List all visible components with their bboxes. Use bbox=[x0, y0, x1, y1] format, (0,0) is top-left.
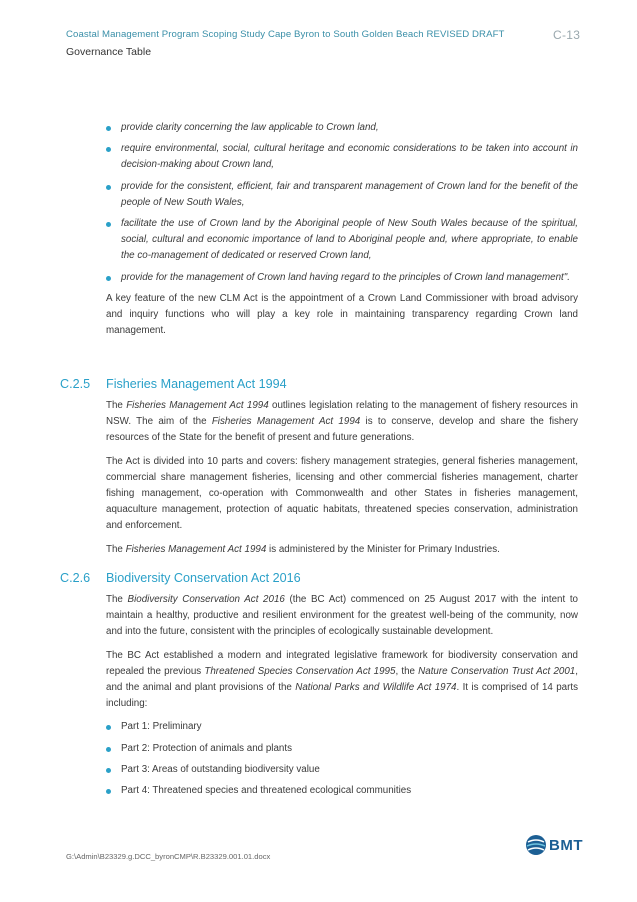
bullet-item: require environmental, social, cultural heritage and economic considerations to be taken into account in decision-making about Crown land, bbox=[106, 141, 578, 173]
section-subtitle: Governance Table bbox=[66, 46, 152, 58]
page-number: C-13 bbox=[553, 28, 581, 42]
paragraph: The Act is divided into 10 parts and covers: fishery management strategies, general fisheries management, commercial share management fisheries, licensing and other commercial fisheries management, charter fishing management, co-operation with Commonwealth and other States in fisheries management, aquaculture management, protection of aquatic habitats, threatened species conservation, administration and enforcement. bbox=[106, 455, 578, 532]
paragraph: The BC Act established a modern and integrated legislative framework for biodiversity conservation and repealed the previous Threatened Species Conservation Act 1995, the Nature Conservation Trust Act 2001, and the animal and plant provisions of the National Parks and Wildlife Act 1974. It is comprised of 14 parts including: bbox=[106, 649, 578, 710]
bullet-icon bbox=[106, 222, 111, 227]
bullet-icon bbox=[106, 126, 111, 131]
fisheries-section-body bbox=[106, 398, 578, 565]
bullet-icon bbox=[106, 147, 111, 152]
file-path: G:\Admin\B23329.g.DCC_byronCMP\R.B23329.001.01.docx bbox=[66, 852, 271, 861]
bullet-icon bbox=[106, 276, 111, 281]
bullet-item: Part 1: Preliminary bbox=[106, 719, 578, 735]
section-number: C.2.6 bbox=[60, 571, 91, 585]
section-number: C.2.5 bbox=[60, 377, 91, 391]
paragraph: The Biodiversity Conservation Act 2016 (the BC Act) commenced on 25 August 2017 with the intent to maintain a healthy, productive and resilient environment for the greatest well-being of the community, now and into the future, consistent with the principles of ecologically sustainable development. bbox=[106, 594, 578, 638]
biodiversity-section-body bbox=[106, 592, 578, 804]
paragraph: The Fisheries Management Act 1994 outlines legislation relating to the management of fishery resources in NSW. The aim of the Fisheries Management Act 1994 is to conserve, develop and share the fishery resources of the State for the benefit of present and future generations. bbox=[106, 400, 578, 444]
bullet-icon bbox=[106, 185, 111, 190]
section-heading-biodiversity bbox=[60, 571, 301, 585]
section-title: Biodiversity Conservation Act 2016 bbox=[106, 571, 301, 585]
bmt-logo bbox=[525, 834, 583, 856]
bullet-item: facilitate the use of Crown land by the Aboriginal people of New South Wales because of the spiritual, social, cultural and economic importance of land to Aboriginal people and, where appropriate, to enable the co-management of dedicated or reserved Crown land, bbox=[106, 216, 578, 265]
section-heading-fisheries bbox=[60, 377, 287, 391]
bullet-item: provide clarity concerning the law applicable to Crown land, bbox=[106, 120, 578, 136]
paragraph: A key feature of the new CLM Act is the appointment of a Crown Land Commissioner with broad advisory and inquiry functions who will play a key role in maintaining transparency regarding Crown land management. bbox=[106, 292, 578, 337]
bullet-item: Part 2: Protection of animals and plants bbox=[106, 741, 578, 757]
document-title: Coastal Management Program Scoping Study Cape Byron to South Golden Beach REVISED DRAFT bbox=[66, 29, 505, 40]
logo-text: BMT bbox=[549, 836, 583, 854]
bullet-item: Part 4: Threatened species and threatened ecological communities bbox=[106, 783, 578, 799]
bullet-icon bbox=[106, 725, 111, 730]
bullet-item: provide for the consistent, efficient, fair and transparent management of Crown land for the benefit of the people of New South Wales, bbox=[106, 179, 578, 211]
crown-land-objectives bbox=[106, 120, 578, 346]
section-title: Fisheries Management Act 1994 bbox=[106, 377, 287, 391]
bullet-icon bbox=[106, 747, 111, 752]
bullet-item: provide for the management of Crown land having regard to the principles of Crown land management". bbox=[106, 270, 578, 286]
paragraph: The Fisheries Management Act 1994 is administered by the Minister for Primary Industries. bbox=[106, 543, 500, 555]
bullet-icon bbox=[106, 768, 111, 773]
bullet-icon bbox=[106, 789, 111, 794]
globe-icon bbox=[525, 834, 547, 856]
bullet-item: Part 3: Areas of outstanding biodiversity value bbox=[106, 762, 578, 778]
